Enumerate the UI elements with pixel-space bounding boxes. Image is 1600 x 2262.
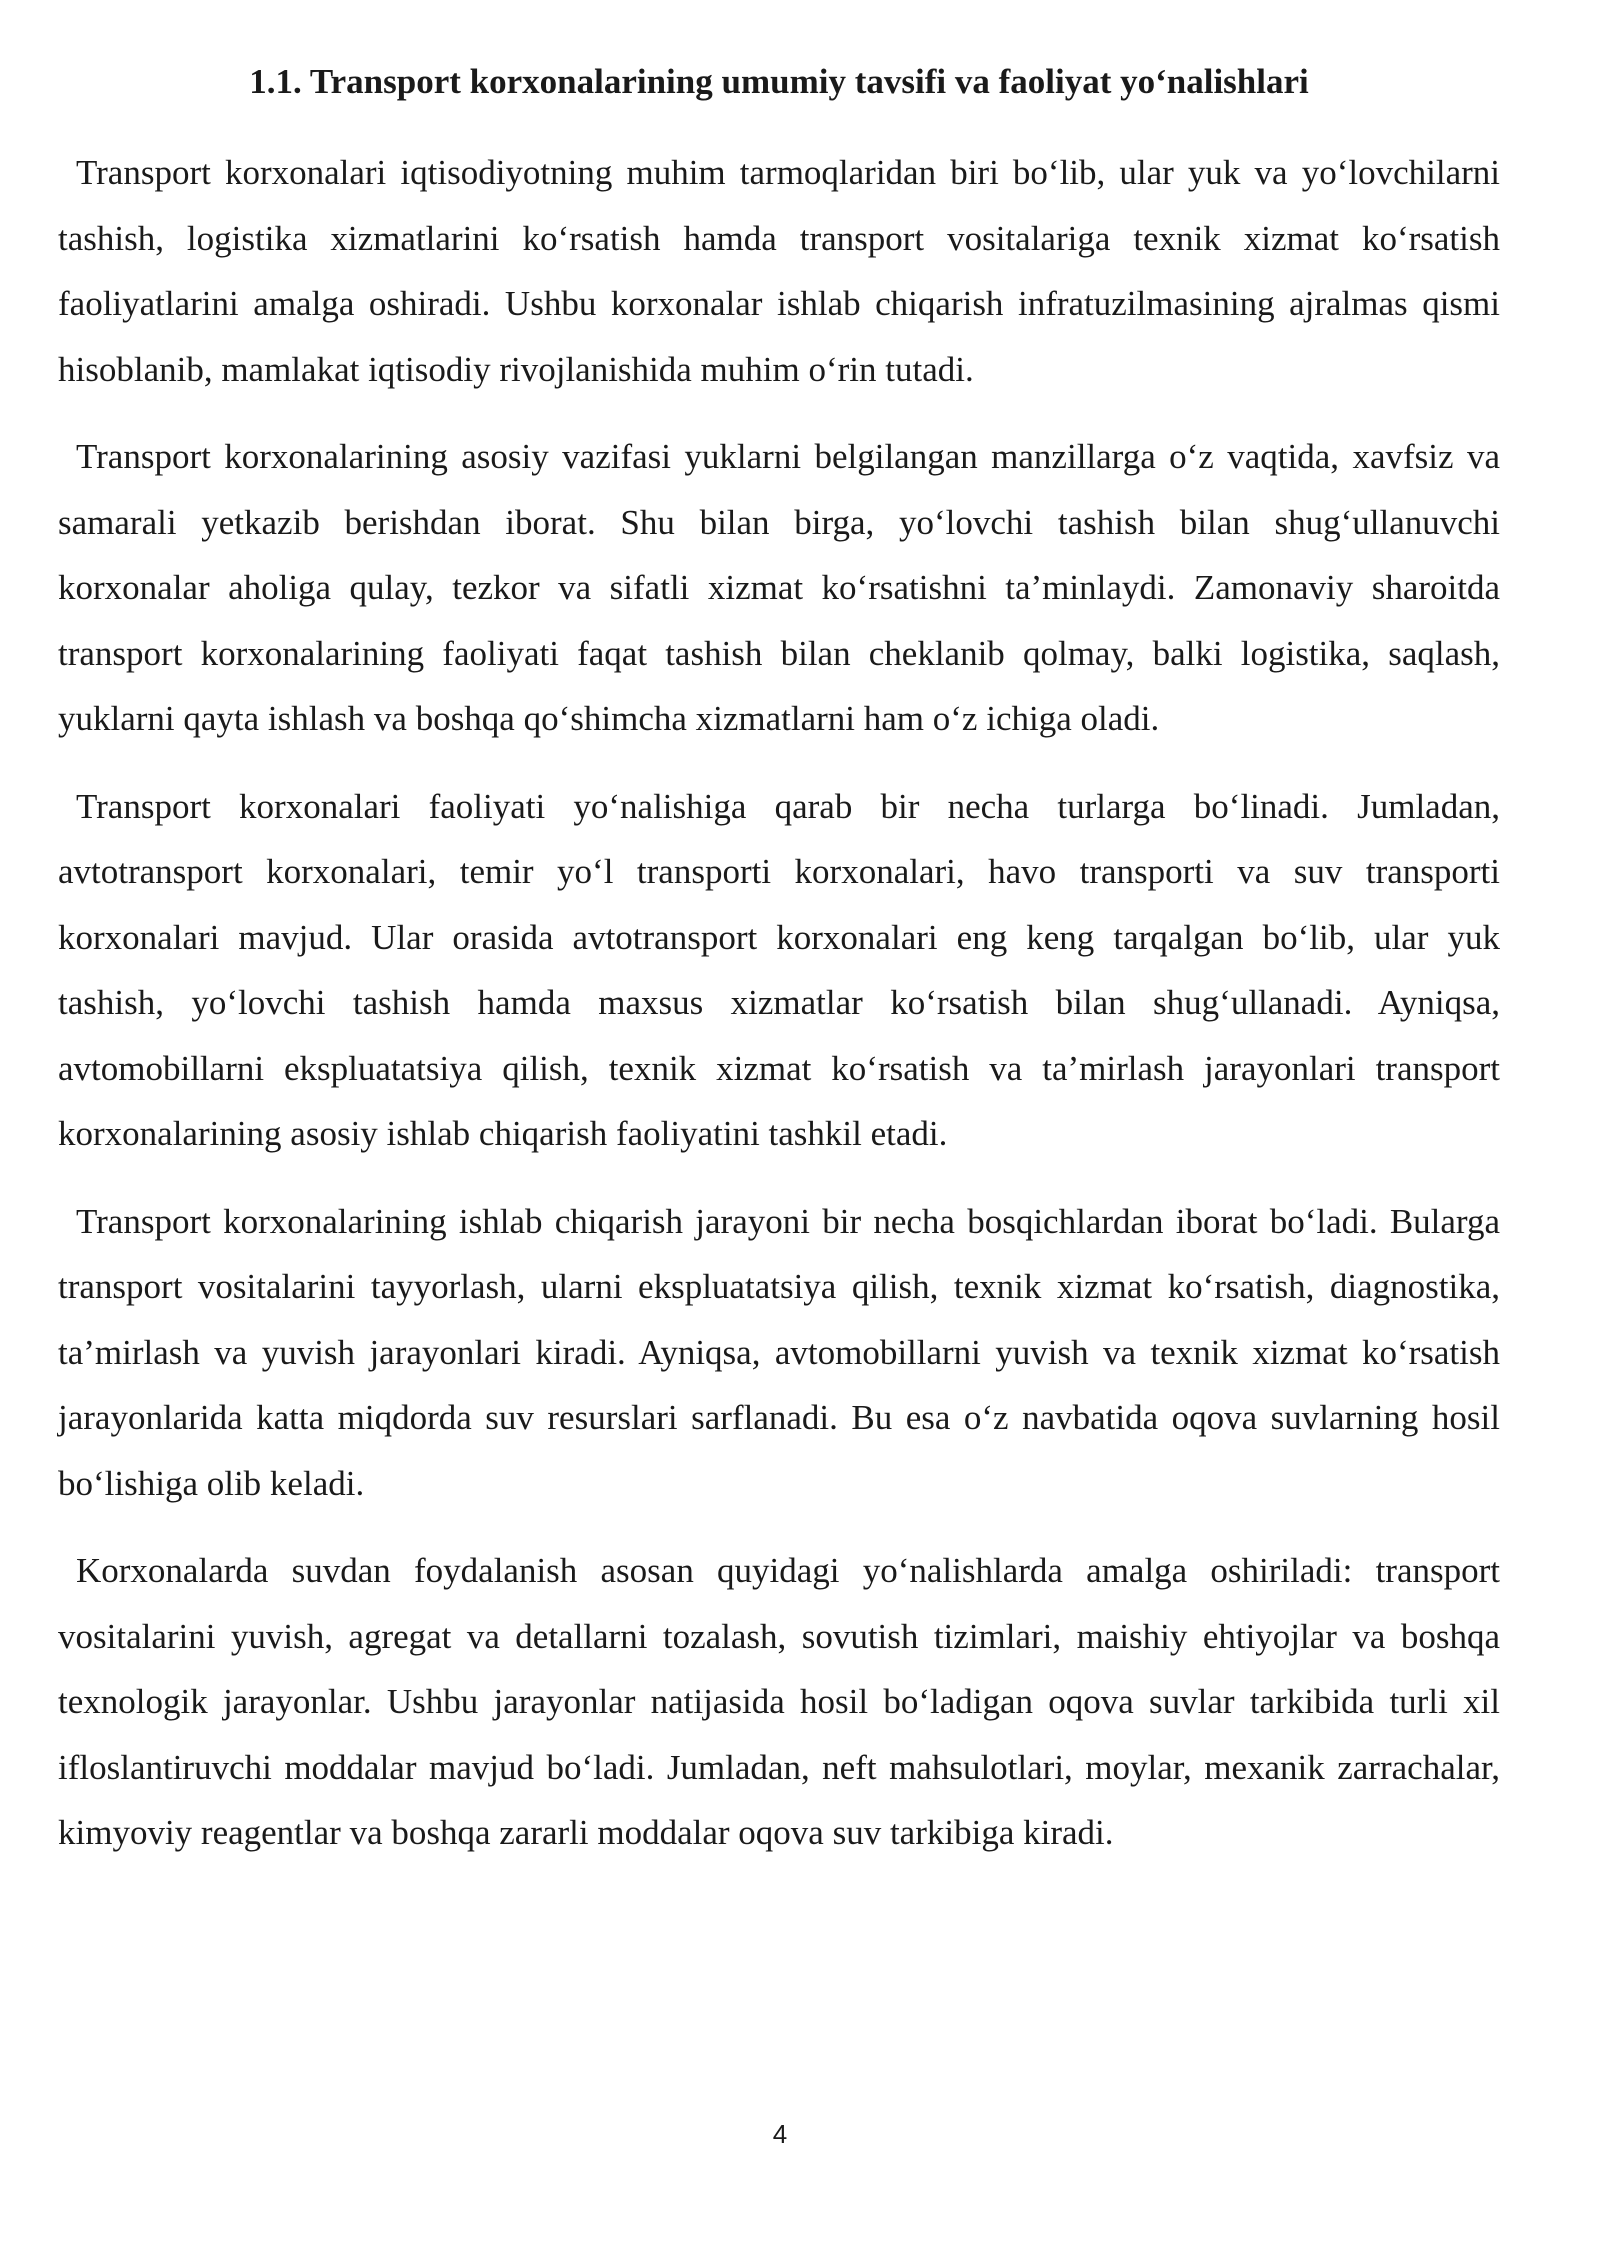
paragraph-3: Transport korxonalari faoliyati yo‘nalishiga qarab bir necha turlarga bo‘linadi. Jumladan, avtotransport korxonalari, temir yo‘l transporti korxonalari, havo transporti va suv transporti korxonalari mavjud. Ular orasida avtotransport korxonalari eng keng tarqalgan bo‘lib, ular yuk tashish, yo‘lovchi tashish hamda maxsus xizmatlar ko‘rsatish bilan shug‘ullanadi. Ayniqsa, avtomobillarni ekspluatatsiya qilish, texnik xizmat ko‘rsatish va ta’mirlash jarayonlari transport korxonalarining asosiy ishlab chiqarish faoliyatini tashkil etadi. xyxy=(58,786,1500,1153)
paragraph-1: Transport korxonalari iqtisodiyotning muhim tarmoqlaridan biri bo‘lib, ular yuk va yo‘lovchilarni tashish, logistika xizmatlarini ko‘rsatish hamda transport vositalariga texnik xizmat ko‘rsatish faoliyatlarini amalga oshiradi. Ushbu korxonalar ishlab chiqarish infratuzilmasining ajralmas qismi hisoblanib, mamlakat iqtisodiy rivojlanishida muhim o‘rin tutadi. xyxy=(58,153,1500,389)
paragraph-2: Transport korxonalarining asosiy vazifasi yuklarni belgilangan manzillarga o‘z vaqtida, xavfsiz va samarali yetkazib berishdan iborat. Shu bilan birga, yo‘lovchi tashish bilan shug‘ullanuvchi korxonalar aholiga qulay, tezkor va sifatli xizmat ko‘rsatishni ta’minlaydi. Zamonaviy sharoitda transport korxonalarining faoliyati faqat tashish bilan cheklanib qolmay, balki logistika, saqlash, yuklarni qayta ishlash va boshqa qo‘shimcha xizmatlarni ham o‘z ichiga oladi. xyxy=(58,437,1500,738)
section-heading: 1.1. Transport korxonalarining umumiy tavsifi va faoliyat yo‘nalishlari xyxy=(249,62,1309,101)
body-text xyxy=(58,140,1500,1888)
paragraph-5: Korxonalarda suvdan foydalanish asosan quyidagi yo‘nalishlarda amalga oshiriladi: transport vositalarini yuvish, agregat va detallarni tozalash, sovutish tizimlari, maishiy ehtiyojlar va boshqa texnologik jarayonlar. Ushbu jarayonlar natijasida hosil bo‘ladigan oqova suvlar tarkibida turli xil ifloslantiruvchi moddalar mavjud bo‘ladi. Jumladan, neft mahsulotlari, moylar, mexanik zarrachalar, kimyoviy reagentlar va boshqa zararli moddalar oqova suv tarkibiga kiradi. xyxy=(58,1551,1500,1852)
paragraph-4: Transport korxonalarining ishlab chiqarish jarayoni bir necha bosqichlardan iborat bo‘ladi. Bularga transport vositalarini tayyorlash, ularni ekspluatatsiya qilish, texnik xizmat ko‘rsatish, diagnostika, ta’mirlash va yuvish jarayonlari kiradi. Ayniqsa, avtomobillarni yuvish va texnik xizmat ko‘rsatish jarayonlarida katta miqdorda suv resurslari sarflanadi. Bu esa o‘z navbatida oqova suvlarning hosil bo‘lishiga olib keladi. xyxy=(58,1201,1500,1503)
page-number: 4 xyxy=(772,2119,788,2149)
